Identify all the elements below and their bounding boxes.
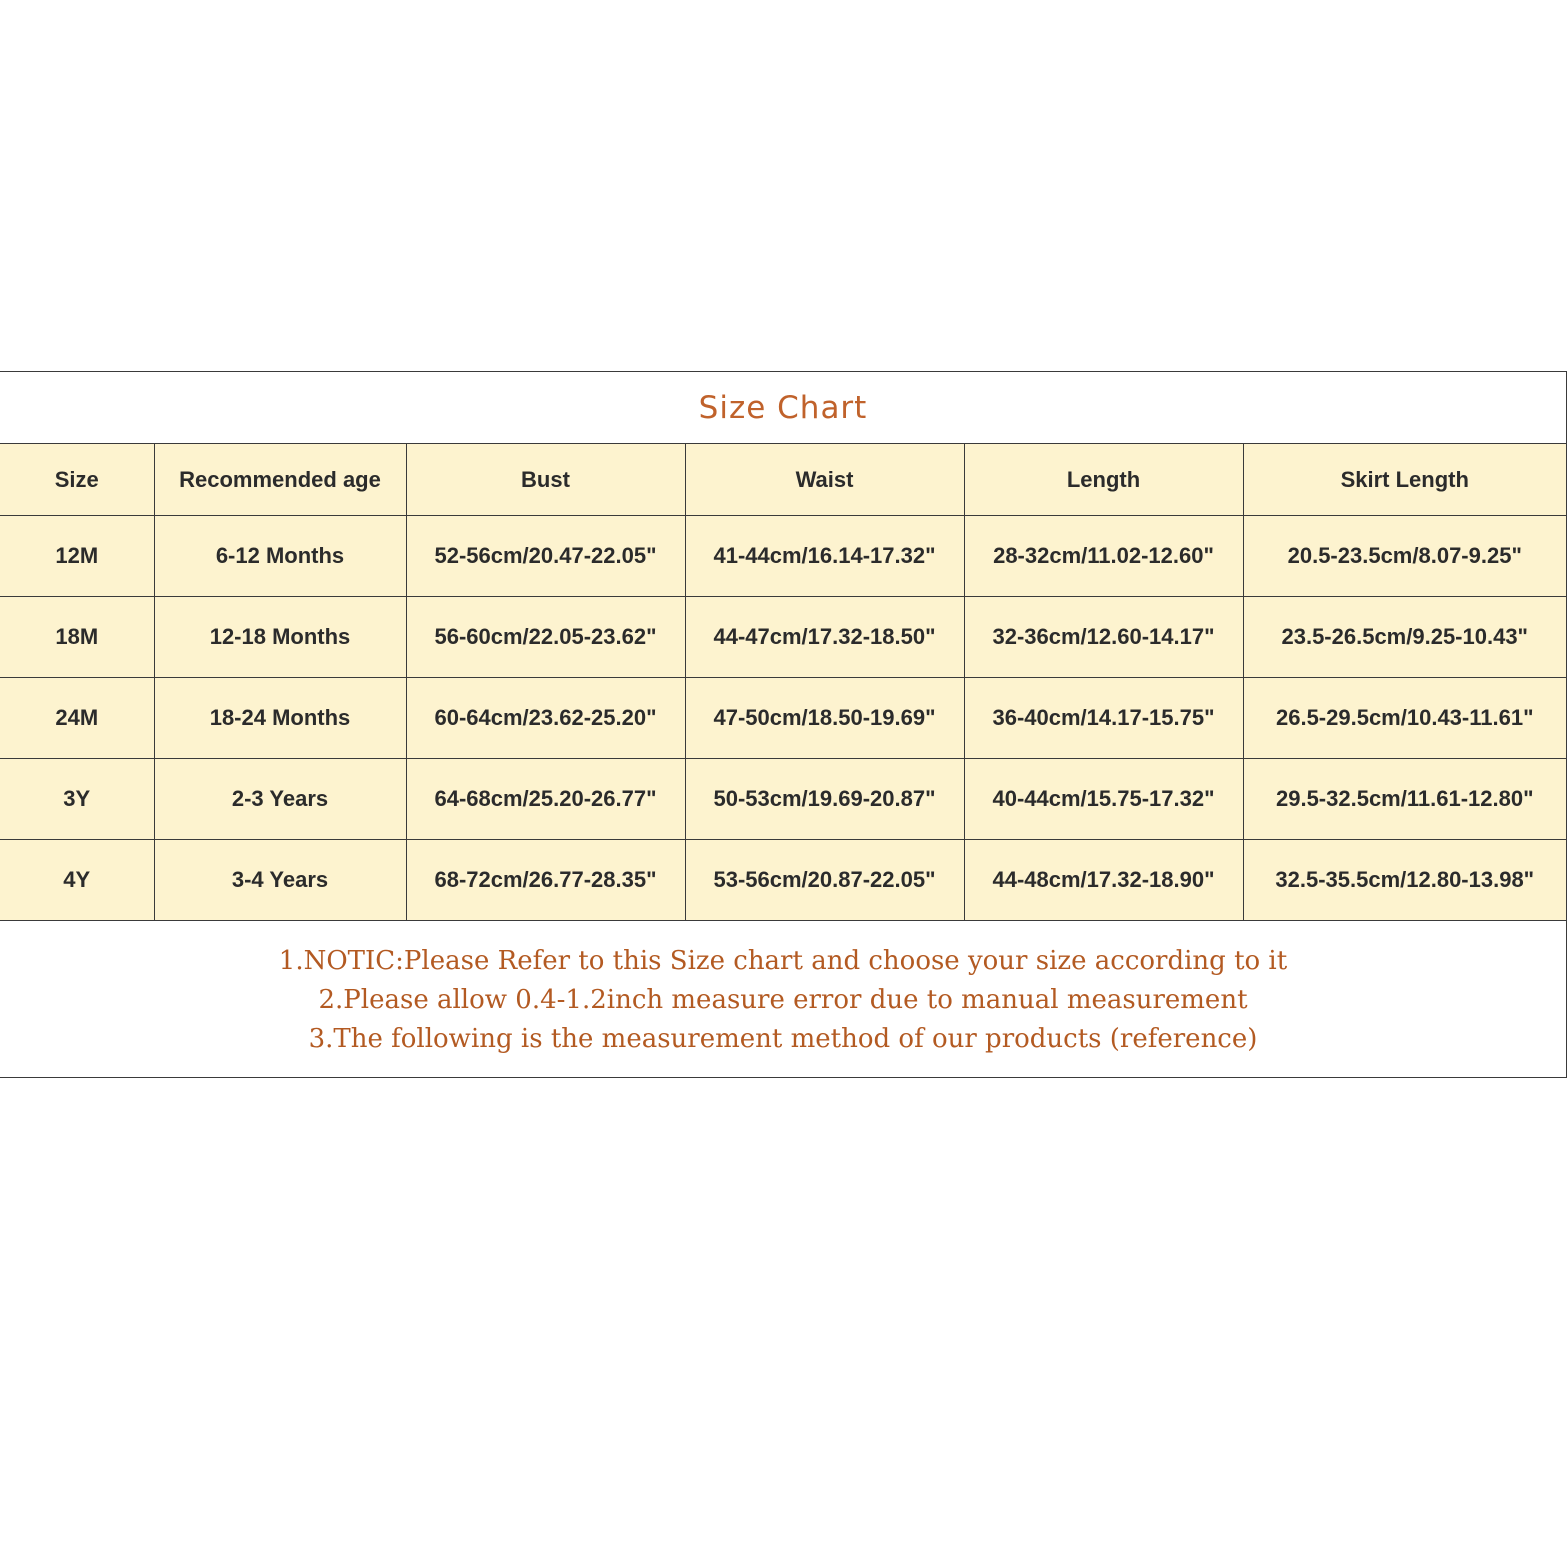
cell-bust: 64-68cm/25.20-26.77": [406, 759, 685, 840]
cell-waist: 44-47cm/17.32-18.50": [685, 597, 964, 678]
header-waist: Waist: [685, 444, 964, 516]
cell-skirt-length: 32.5-35.5cm/12.80-13.98": [1243, 840, 1566, 921]
header-size: Size: [0, 444, 154, 516]
cell-length: 32-36cm/12.60-14.17": [964, 597, 1243, 678]
cell-waist: 50-53cm/19.69-20.87": [685, 759, 964, 840]
cell-bust: 52-56cm/20.47-22.05": [406, 516, 685, 597]
table-row: [0, 678, 1566, 759]
cell-bust: 68-72cm/26.77-28.35": [406, 840, 685, 921]
cell-bust: 60-64cm/23.62-25.20": [406, 678, 685, 759]
chart-title: Size Chart: [698, 389, 868, 426]
table-row: [0, 516, 1566, 597]
notes: [0, 942, 1566, 1059]
cell-size: 3Y: [0, 759, 154, 840]
cell-age: 3-4 Years: [154, 840, 406, 921]
table-row: [0, 840, 1566, 921]
cell-bust: 56-60cm/22.05-23.62": [406, 597, 685, 678]
cell-size: 4Y: [0, 840, 154, 921]
cell-waist: 53-56cm/20.87-22.05": [685, 840, 964, 921]
cell-age: 18-24 Months: [154, 678, 406, 759]
header-bust: Bust: [406, 444, 685, 516]
cell-length: 36-40cm/14.17-15.75": [964, 678, 1243, 759]
cell-size: 24M: [0, 678, 154, 759]
header-recommended-age: Recommended age: [154, 444, 406, 516]
cell-skirt-length: 23.5-26.5cm/9.25-10.43": [1243, 597, 1566, 678]
cell-size: 18M: [0, 597, 154, 678]
table-row: [0, 597, 1566, 678]
table-header-row: [0, 444, 1566, 516]
note-line: 3.The following is the measurement method of our products (reference): [308, 1024, 1258, 1054]
cell-length: 28-32cm/11.02-12.60": [964, 516, 1243, 597]
cell-skirt-length: 29.5-32.5cm/11.61-12.80": [1243, 759, 1566, 840]
note-line: 1.NOTIC:Please Refer to this Size chart and choose your size according to it: [278, 946, 1288, 976]
size-chart-panel: [0, 371, 1567, 1078]
cell-waist: 41-44cm/16.14-17.32": [685, 516, 964, 597]
cell-age: 12-18 Months: [154, 597, 406, 678]
cell-length: 44-48cm/17.32-18.90": [964, 840, 1243, 921]
cell-skirt-length: 26.5-29.5cm/10.43-11.61": [1243, 678, 1566, 759]
note-line: 2.Please allow 0.4-1.2inch measure error due to manual measurement: [318, 985, 1248, 1015]
cell-size: 12M: [0, 516, 154, 597]
header-length: Length: [964, 444, 1243, 516]
header-skirt-length: Skirt Length: [1243, 444, 1566, 516]
cell-skirt-length: 20.5-23.5cm/8.07-9.25": [1243, 516, 1566, 597]
cell-age: 2-3 Years: [154, 759, 406, 840]
cell-length: 40-44cm/15.75-17.32": [964, 759, 1243, 840]
cell-waist: 47-50cm/18.50-19.69": [685, 678, 964, 759]
size-table: [0, 443, 1566, 921]
cell-age: 6-12 Months: [154, 516, 406, 597]
table-row: [0, 759, 1566, 840]
